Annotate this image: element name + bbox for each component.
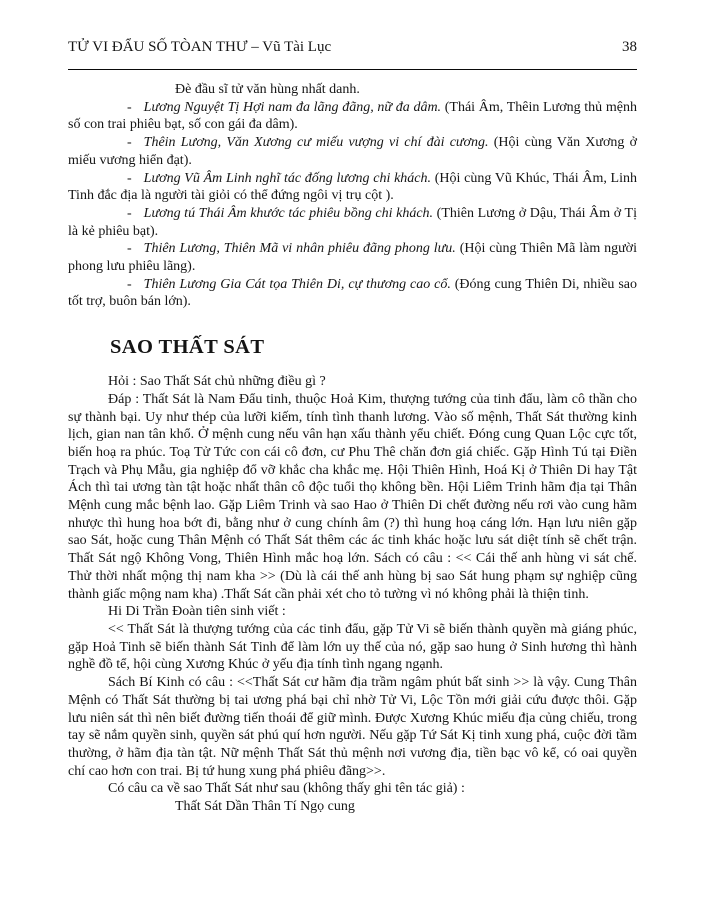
page-body bbox=[68, 81, 637, 816]
page-header bbox=[68, 38, 637, 56]
header-rule bbox=[68, 69, 637, 70]
list-item-3 bbox=[68, 170, 637, 205]
list-item-phrase: Lương tú Thái Âm khước tác phiêu bồng chi khách. bbox=[143, 205, 434, 221]
quote-paragraph: << Thất Sát là thượng tướng của các tinh đẩu, gặp Tử Vi sẽ biến thành quyền mà giáng phúc, gặp Hoả Tinh sẽ biến thành Sát Tinh để làm lớn uy thế của nó, gặp sao hung ở Sinh hương thì hành nghề đồ tể, hội cùng Xương Khúc ở yếu địa tính tình ngang ngạnh. bbox=[68, 621, 637, 673]
list-item-phrase: Lương Vũ Âm Linh nghĩ tác đống lương chi khách. bbox=[143, 170, 432, 186]
list-dash: - bbox=[127, 99, 132, 115]
list-dash: - bbox=[127, 170, 132, 186]
bi-kinh-paragraph: Sách Bí Kinh có câu : <<Thất Sát cư hãm địa trầm ngâm phút bất sinh >> là vậy. Cung Thân Mệnh có Thất Sát thường bị tai ương phá bại chỉ nhờ Tử Vi, Lộc Tồn mới giải cứu được thôi. Gặp lưu niên sát thì nên biết đường tiến thoái để giữ mình. Được Xương Khúc miếu địa củng chiếu, trong tay sẽ nắm quyền sinh, quyền sát phú quí hơn người. Nếu gặp Tứ Sát Kị tinh xung phá, cuộc đời tầm thường, ở hãm địa tàn tật. Nữ mệnh Thất Sát thủ mệnh nơi vương địa, tiền bạc vô kể, có oai quyền chí cao hơn con trai. Bị tứ hung xung phá phiêu đãng>>. bbox=[68, 675, 637, 779]
list-dash: - bbox=[127, 276, 132, 292]
list-item-1 bbox=[68, 99, 637, 134]
section-heading: SAO THẤT SÁT bbox=[110, 336, 265, 359]
list-item-phrase: Thiên Lương Gia Cát tọa Thiên Di, cự thương cao cổ. bbox=[143, 276, 451, 292]
verse-line-continued: Đè đầu sĩ tử văn hùng nhất danh. bbox=[175, 82, 360, 97]
list-item-phrase: Lương Nguyệt Tị Hợi nam đa lãng đãng, nữ đa dâm. bbox=[143, 99, 442, 115]
list-item-gloss: (Đóng cung Thiên Di, nhiều sao tốt trợ, buôn bán lớn). bbox=[68, 276, 637, 310]
attribution-line: Hi Di Trần Đoàn tiên sinh viết : bbox=[108, 604, 286, 620]
list-item-2 bbox=[68, 134, 637, 169]
list-item-phrase: Thiên Lương, Thiên Mã vi nhân phiêu đãng phong lưu. bbox=[143, 241, 456, 257]
list-item-gloss: (Hội cùng Thiên Mã làm người phong lưu phiêu lãng). bbox=[68, 241, 637, 275]
list-item-4 bbox=[68, 205, 637, 240]
list-item-gloss: (Hội cùng Vũ Khúc, Thái Âm, Linh Tinh đắc địa là người tài giỏi có thể đứng ngôi vị trụ cột ). bbox=[68, 170, 637, 204]
list-item-phrase: Thêin Lương, Văn Xương cư miếu vượng vi chí đài cương. bbox=[143, 135, 489, 151]
list-item-6 bbox=[68, 276, 637, 311]
question-line: Hỏi : Sao Thất Sát chủ những điều gì ? bbox=[108, 374, 326, 390]
list-item-gloss: (Hội cùng Văn Xương ở miếu vương hiển đạt). bbox=[68, 135, 638, 168]
song-verse-line: Thất Sát Dần Thân Tí Ngọ cung bbox=[175, 799, 355, 815]
list-item-5 bbox=[68, 240, 637, 275]
page-number: 38 bbox=[622, 39, 637, 55]
list-dash: - bbox=[127, 205, 132, 221]
list-dash: - bbox=[127, 241, 132, 257]
list-item-gloss: (Thiên Lương ở Dậu, Thái Âm ở Tị là kẻ phiêu bạt). bbox=[68, 205, 637, 239]
running-title: TỬ VI ĐẨU SỐ TÒAN THƯ – Vũ Tài Lục bbox=[68, 39, 332, 55]
song-intro-line: Có câu ca về sao Thất Sát như sau (không thấy ghi tên tác giả) : bbox=[108, 781, 465, 797]
list-dash: - bbox=[127, 135, 132, 151]
answer-paragraph: Đáp : Thất Sát là Nam Đẩu tinh, thuộc Hoả Kim, thượng tướng của tinh đẩu, làm cô thần cho sự thành bại. Uy như thép của lưỡi kiếm, tính tình thanh lương. Vào số mệnh, Thất Sát thường kinh lịch, gian nan tân khổ. Ở mệnh cung nếu vân hạn xấu thành yểu chiết. Đóng cung Quan Lộc cực tốt, biến hoạ ra phúc. Toạ Tử Tức con cái cô đơn, cư Phu Thê chăn đơn giá chiếc. Gặp Hình Tú tại Điền Trạch và Phụ Mẫu, gia nghiệp đổ vỡ khắc cha khắc mẹ. Hội Thiên Hình, Hoá Kị ở Thiên Di hay Tật Ách thì tai ương tàn tật hoặc nhất thân cô độc tuổi thọ không bền. Hội Liêm Trinh hãm địa tại Thân Mệnh cung mắc bệnh lao. Gặp Liêm Trinh và sao Hao ở Thiên Di chết đường nếu rơi vào cung hãm nhược thì hung hoa bớt đi, bằng như ở cung chính âm (?) thì hung hoạ cáng lớn. Hạn lưu niên gặp sao Sát, hoặc cung Thân Mệnh có Thất Sát thêm các ác tinh khác hoặc lưu sát diệt tính sẽ chết trận. Thất Sát ngộ Không Vong, Thiên Hình mắc hoạ lớn. Sách có câu : << Cái thế anh hùng vi sát chế. Thử thời nhất mộng thị nam kha >> (Dù là cái thế anh hùng bị sao Sát hung phạm sự nghiệp cũng thành giấc mộng nam kha) .Thất Sát cần phải xét cho tỏ tường vì nó không phải là thiện tinh. bbox=[68, 391, 637, 602]
list-item-gloss: (Thái Âm, Thêin Lương thủ mệnh số con trai phiêu bạt, số con gái đa dâm). bbox=[68, 99, 637, 133]
